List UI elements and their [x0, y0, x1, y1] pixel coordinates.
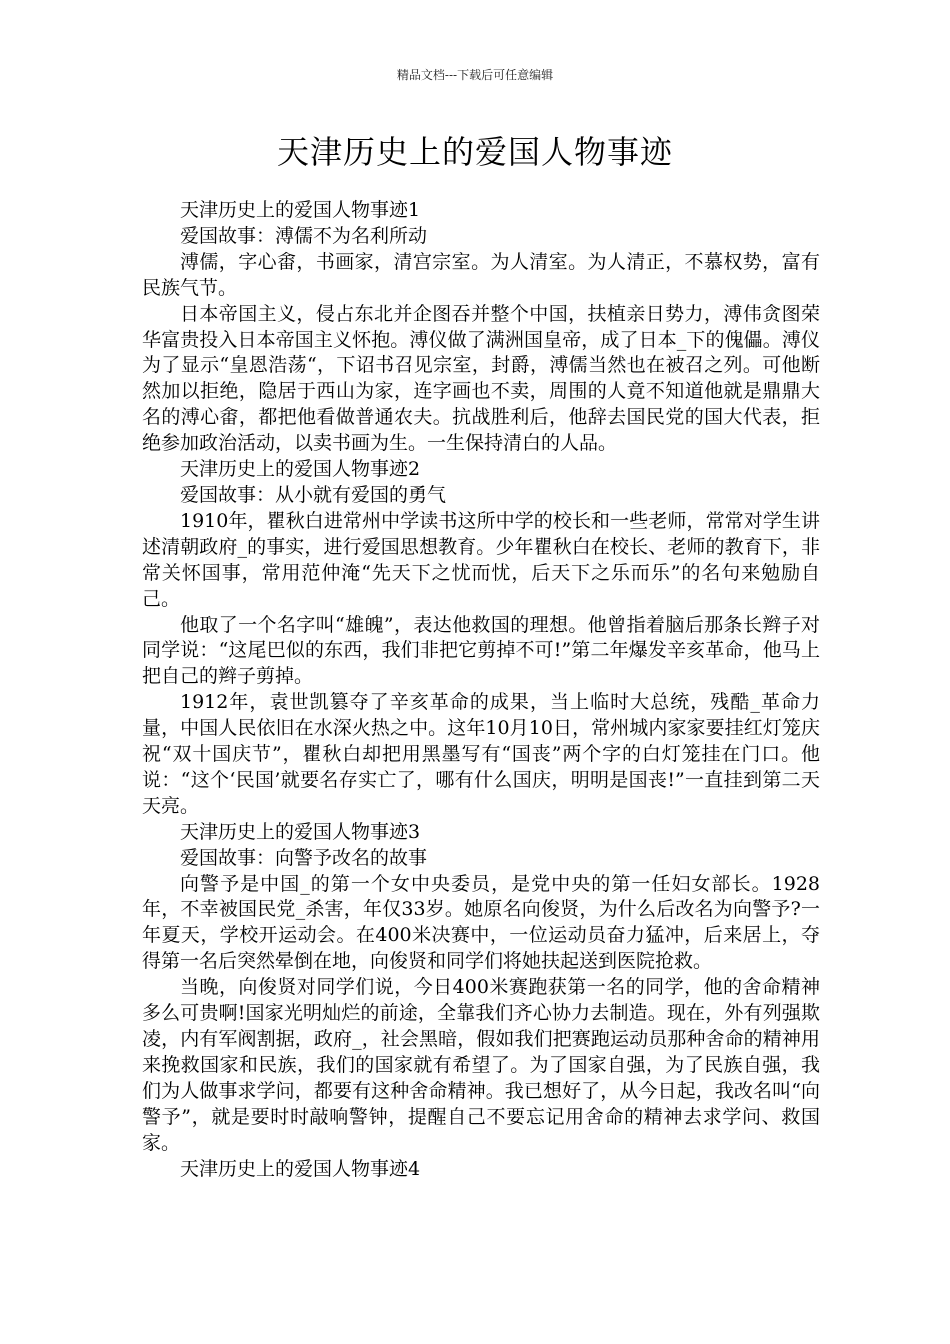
body-paragraph: 1910年，瞿秋白进常州中学读书这所中学的校长和一些老师，常常对学生讲述清朝政府_的事实，进行爱国思想教育。少年瞿秋白在校长、老师的教育下，非常关怀国事，常用范仲淹“先天下之忧而忧，后天下之乐而乐”的名句来勉励自己。: [142, 509, 820, 610]
section-heading: 天津历史上的爱国人物事迹3: [180, 820, 421, 843]
body-paragraph: 当晚，向俊贤对同学们说，今日400米赛跑获第一名的同学，他的舍命精神多么可贵啊!国家光明灿烂的前途，全靠我们齐心协力去制造。现在，外有列强欺凌，内有军阀割据，政府_，社会黑暗，假如我们把赛跑运动员那种舍命的精神用来挽救国家和民族，我们的国家就有希望了。为了国家自强，为了民族自强，我们为人做事求学问，都要有这种舍命精神。我已想好了，从今日起，我改名叫“向警予”，就是要时时敲响警钟，提醒自己不要忘记用舍命的精神去求学问、救国家。: [142, 976, 820, 1154]
section-heading: 天津历史上的爱国人物事迹4: [180, 1157, 421, 1180]
document-title: 天津历史上的爱国人物事迹: [276, 133, 673, 171]
section-heading: 天津历史上的爱国人物事迹2: [180, 458, 421, 481]
body-paragraph: 他取了一个名字叫“雄魄”，表达他救国的理想。他曾指着脑后那条长辫子对同学说：“这尾巴似的东西，我们非把它剪掉不可!”第二年爆发辛亥革命，他马上把自己的辫子剪掉。: [142, 613, 820, 688]
body-paragraph: 溥儒，字心畬，书画家，清宫宗室。为人清室。为人清正，不慕权势，富有民族气节。: [142, 250, 820, 299]
story-title: 爱国故事：向警予改名的故事: [180, 846, 428, 869]
document-body: [142, 198, 820, 1182]
story-title: 爱国故事：从小就有爱国的勇气: [180, 483, 447, 506]
body-paragraph: 日本帝国主义，侵占东北并企图吞并整个中国，扶植亲日势力，溥伟贪图荣华富贵投入日本帝国主义怀抱。溥仪做了满洲国皇帝，成了日本_下的傀儡。溥仪为了显示“皇恩浩荡“，下诏书召见宗室，封爵，溥儒当然也在被召之列。可他断然加以拒绝，隐居于西山为家，连字画也不卖，周围的人竟不知道他就是鼎鼎大名的溥心畬，都把他看做普通农夫。抗战胜利后，他辞去国民党的国大代表，拒绝参加政治活动，以卖书画为生。一生保持清白的人品。: [142, 302, 820, 455]
header-note: 精品文档---下载后可任意编辑: [396, 68, 554, 82]
body-paragraph: 向警予是中国_的第一个女中央委员，是党中央的第一任妇女部长。1928年，不幸被国民党_杀害，年仅33岁。她原名向俊贤，为什么后改名为向警予?一年夏天，学校开运动会。在400米决赛中，一位运动员奋力猛冲，后来居上，夺得第一名后突然晕倒在地，向俊贤和同学们将她扶起送到医院抢救。: [142, 872, 820, 973]
section-heading: 天津历史上的爱国人物事迹1: [180, 199, 421, 221]
story-title: 爱国故事：溥儒不为名利所动: [180, 224, 428, 247]
body-paragraph: 1912年，袁世凯篡夺了辛亥革命的成果，当上临时大总统，残酷_革命力量，中国人民依旧在水深火热之中。这年10月10日，常州城内家家要挂红灯笼庆祝“双十国庆节”，瞿秋白却把用黑墨写有“国丧”两个字的白灯笼挂在门口。他说：“这个‘民国’就要名存实亡了，哪有什么国庆，明明是国丧!”一直挂到第二天天亮。: [142, 691, 820, 817]
